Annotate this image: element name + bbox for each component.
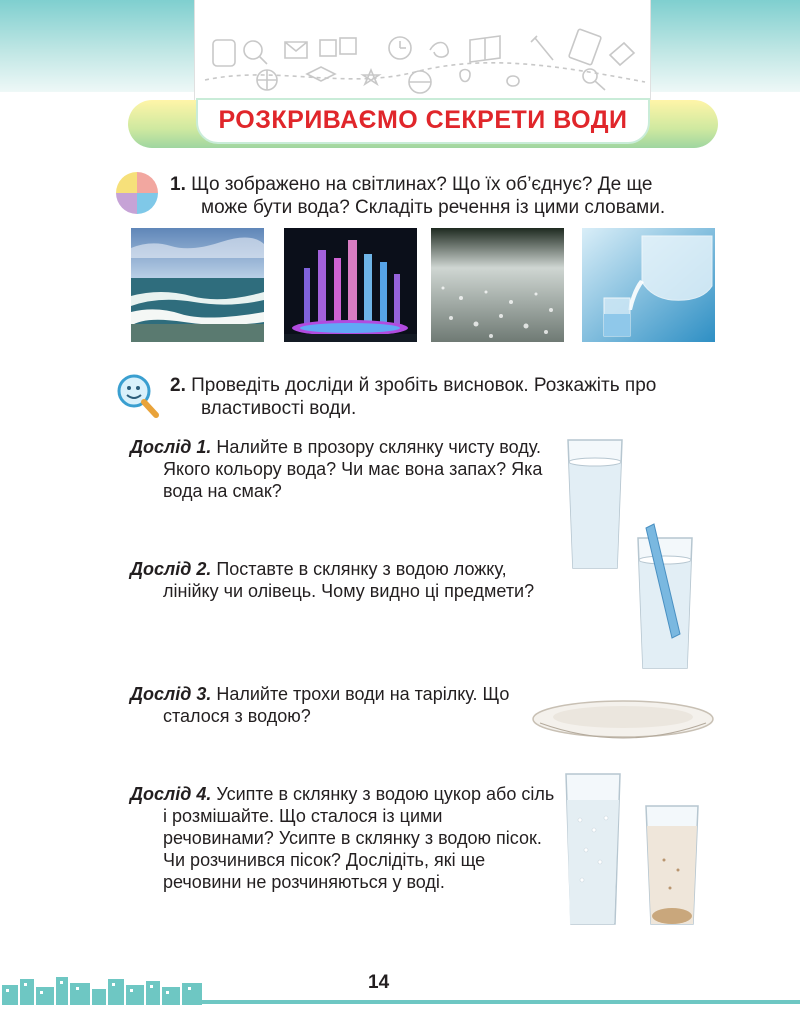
page-title: РОЗКРИВАЄМО СЕКРЕТИ ВОДИ: [196, 98, 650, 144]
photo-pouring-water: [582, 228, 715, 342]
experiment-3: [130, 683, 558, 727]
experiment-3-text: Налийте трохи води на тарілку. Що сталося з водою?: [163, 684, 510, 726]
color-wheel-icon: [115, 171, 159, 215]
task-1-text-line2: може бути вода? Складіть речення із цими словами.: [201, 197, 666, 218]
task-1-text-line1: Що зображено на світлинах? Що їх об’єднує? Де ще: [191, 174, 653, 195]
city-skyline-icon: [0, 975, 205, 1005]
experiment-1: [130, 436, 558, 502]
photo-sea-waves: [131, 228, 264, 342]
glasses-sugar-sand-image: [560, 770, 710, 935]
school-doodles-icon: [195, 10, 650, 95]
experiment-3-label: Дослід 3.: [130, 684, 212, 704]
glasses-with-water-image: [560, 430, 710, 680]
task-1-number: 1.: [170, 174, 186, 195]
photo-rain: [431, 228, 564, 342]
doodle-card: [194, 0, 651, 107]
experiment-1-text: Налийте в прозору склянку чисту воду. Якого кольору вода? Чи має вона запах? Яка вода на смак?: [163, 437, 543, 501]
experiment-2: [130, 558, 558, 602]
experiment-4-text: Усипте в склянку з водою цукор або сіль і розмішайте. Що сталося із цими речовинами? Усипте в склянку з водою пісок. Чи розчинився пісок? Дослідіть, які ще речовини не розчиняються у воді.: [163, 784, 555, 892]
experiment-4: [130, 783, 558, 893]
experiment-2-text: Поставте в склянку з водою ложку, лінійку чи олівець. Чому видно ці предмети?: [163, 559, 535, 601]
experiment-2-label: Дослід 2.: [130, 559, 212, 579]
photo-fountain: [284, 228, 417, 342]
page-number: 14: [368, 972, 390, 993]
magnifier-icon: [114, 373, 160, 419]
experiment-1-label: Дослід 1.: [130, 437, 212, 457]
task-1: [170, 173, 652, 196]
task-2-text-line1: Проведіть досліди й зробіть висновок. Розкажіть про: [191, 375, 657, 396]
experiment-4-label: Дослід 4.: [130, 784, 212, 804]
task-2: [170, 374, 656, 397]
task-2-number: 2.: [170, 375, 186, 396]
plate-image: [530, 695, 716, 745]
footer-line: [200, 1000, 800, 1004]
task-2-text-line2: властивості води.: [201, 398, 357, 419]
